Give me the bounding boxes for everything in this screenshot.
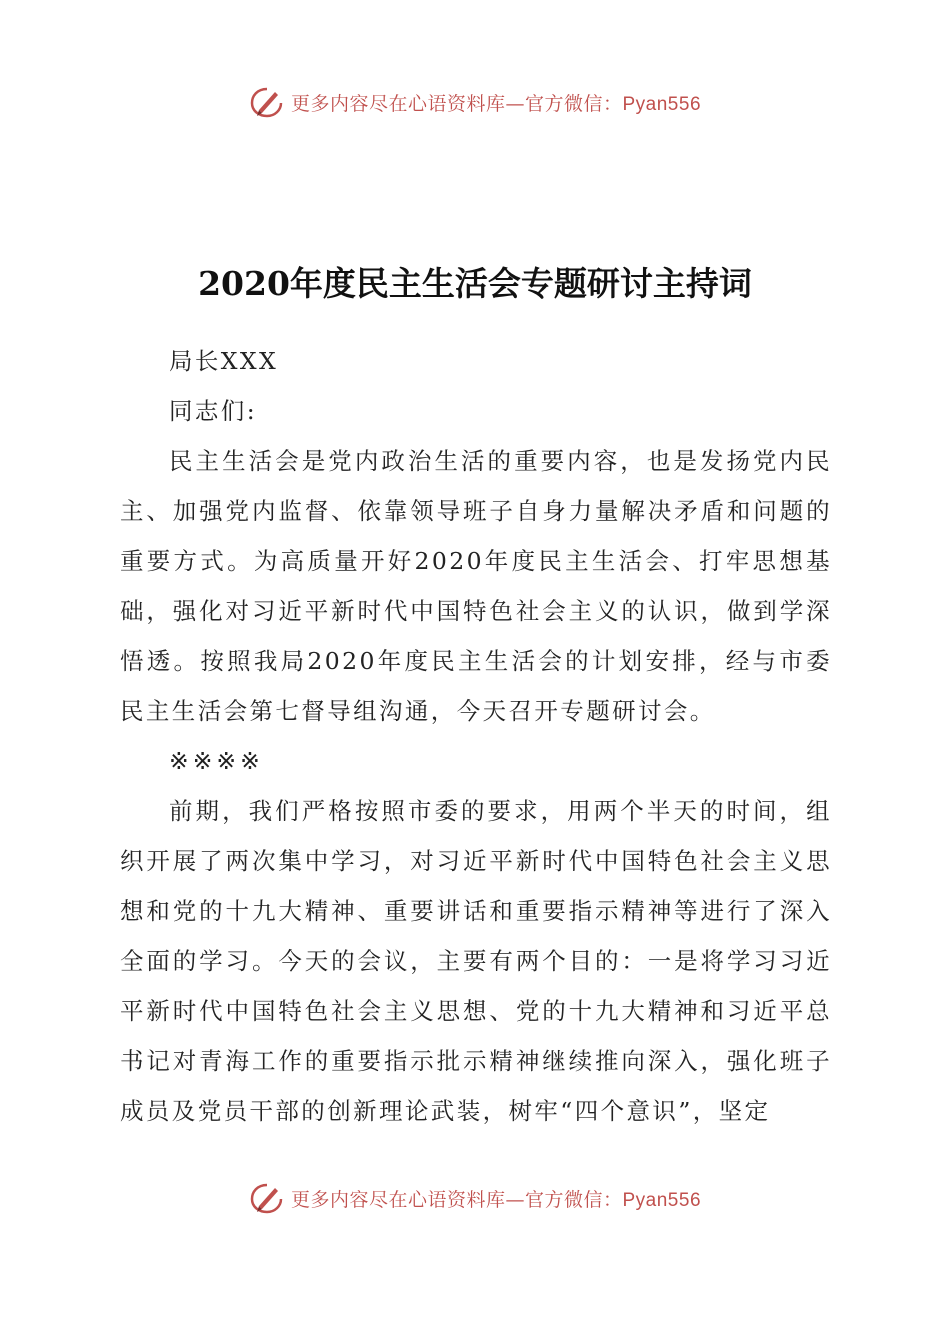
greeting-line: 同志们: [169,397,258,425]
page-title: 2020年度民主生活会专题研讨主持词 [198,264,752,303]
watermark-banner-bottom [0,1178,950,1218]
speaker-line: 局长XXX [169,347,279,375]
pen-logo-icon [249,85,285,119]
document-body [120,336,832,1136]
section-separator: ※※※※ [169,747,264,775]
watermark-text: 更多内容尽在心语资料库—官方微信：Pyan556 [290,1188,702,1211]
watermark-text: 更多内容尽在心语资料库—官方微信：Pyan556 [290,92,702,115]
paragraph: 民主生活会是党内政治生活的重要内容，也是发扬党内民主、加强党内监督、依靠领导班子自身力量解决矛盾和问题的重要方式。为高质量开好2020年度民主生活会、打牢思想基础，强化对习近平新时代中国特色社会主义的认识，做到学深悟透。按照我局2020年度民主生活会的计划安排，经与市委民主生活会第七督导组沟通，今天召开专题研讨会。 [120,447,832,725]
watermark-banner-top [0,82,950,122]
paragraph: 前期，我们严格按照市委的要求，用两个半天的时间，组织开展了两次集中学习，对习近平新时代中国特色社会主义思想和党的十九大精神、重要讲话和重要指示精神等进行了深入全面的学习。今天的会议，主要有两个目的：一是将学习习近平新时代中国特色社会主义思想、党的十九大精神和习近平总书记对青海工作的重要指示批示精神继续推向深入，强化班子成员及党员干部的创新理论武装，树牢“四个意识”，坚定 [120,797,832,1125]
pen-logo-icon [249,1181,285,1215]
